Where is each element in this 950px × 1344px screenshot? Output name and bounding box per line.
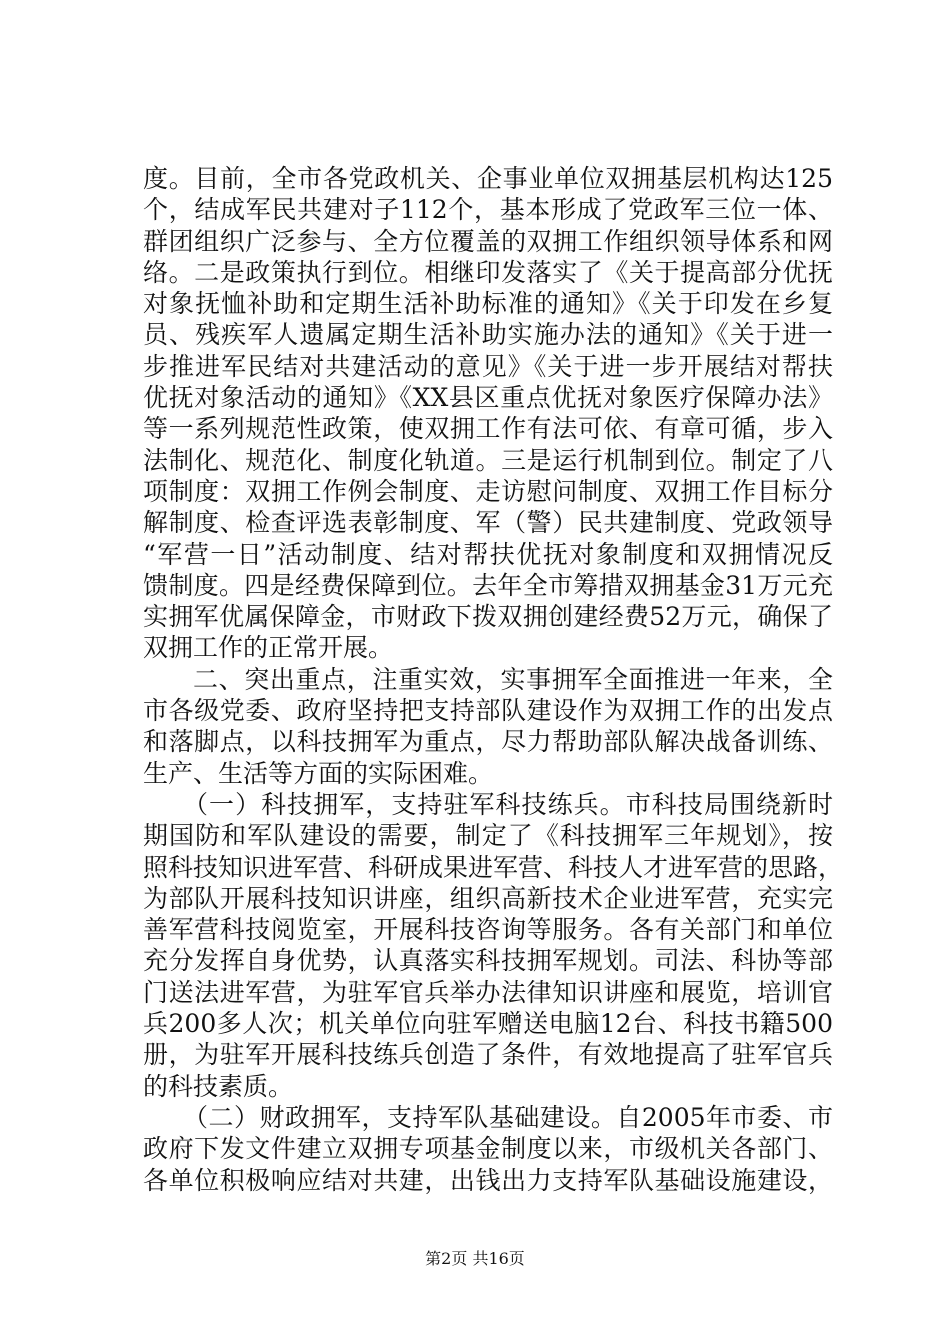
text-line: 解制度、检查评选表彰制度、军（警）民共建制度、党政领导 xyxy=(143,508,833,538)
paragraph-first-line: （一）科技拥军，支持驻军科技练兵。市科技局围绕新时 xyxy=(183,789,833,819)
text-line: 政府下发文件建立双拥专项基金制度以来，市级机关各部门、 xyxy=(143,1134,833,1164)
text-line: 和落脚点，以科技拥军为重点，尽力帮助部队解决战备训练、 xyxy=(143,727,833,757)
text-line: 充分发挥自身优势，认真落实科技拥军规划。司法、科协等部 xyxy=(143,946,833,976)
text-line: 生产、生活等方面的实际困难。 xyxy=(143,758,494,788)
text-line: 期国防和军队建设的需要，制定了《科技拥军三年规划》，按 xyxy=(143,821,833,851)
text-line: 法制化、规范化、制度化轨道。三是运行机制到位。制定了八 xyxy=(143,445,833,475)
text-line: “军营一日”活动制度、结对帮扶优抚对象制度和双拥情况反 xyxy=(143,539,833,569)
text-line: 善军营科技阅览室，开展科技咨询等服务。各有关部门和单位 xyxy=(143,915,833,945)
text-line: 个，结成军民共建对子112个，基本形成了党政军三位一体、 xyxy=(143,195,833,225)
text-line: 度。目前，全市各党政机关、企事业单位双拥基层机构达125 xyxy=(143,164,833,193)
page-number-footer: 第2页 共16页 xyxy=(425,1249,525,1268)
text-line: 馈制度。四是经费保障到位。去年全市筹措双拥基金31万元充 xyxy=(143,570,833,600)
text-line: 市各级党委、政府坚持把支持部队建设作为双拥工作的出发点 xyxy=(143,696,833,726)
text-line: 门送法进军营，为驻军官兵举办法律知识讲座和展览，培训官 xyxy=(143,977,833,1007)
text-line: 册，为驻军开展科技练兵创造了条件，有效地提高了驻军官兵 xyxy=(143,1040,833,1070)
text-line: 络。二是政策执行到位。相继印发落实了《关于提高部分优抚 xyxy=(143,257,833,287)
text-line: 项制度：双拥工作例会制度、走访慰问制度、双拥工作目标分 xyxy=(143,476,833,506)
text-line: 优抚对象活动的通知》《XX县区重点优抚对象医疗保障办法》 xyxy=(143,383,833,413)
text-line: 的科技素质。 xyxy=(143,1071,294,1101)
text-line: 照科技知识进军营、科研成果进军营、科技人才进军营的思路， xyxy=(143,852,844,882)
text-line: 步推进军民结对共建活动的意见》《关于进一步开展结对帮扶 xyxy=(143,351,833,381)
text-line: 兵200多人次；机关单位向驻军赠送电脑12台、科技书籍500 xyxy=(143,1009,833,1039)
text-line: 员、残疾军人遗属定期生活补助实施办法的通知》《关于进一 xyxy=(143,320,833,350)
text-line: 对象抚恤补助和定期生活补助标准的通知》《关于印发在乡复 xyxy=(143,289,833,319)
text-line: 群团组织广泛参与、全方位覆盖的双拥工作组织领导体系和网 xyxy=(143,226,833,256)
paragraph-first-line: 二、突出重点，注重实效，实事拥军全面推进一年来，全 xyxy=(193,664,833,694)
text-line: 双拥工作的正常开展。 xyxy=(143,633,394,663)
text-line: 实拥军优属保障金，市财政下拨双拥创建经费52万元，确保了 xyxy=(143,602,833,632)
text-line: 等一系列规范性政策，使双拥工作有法可依、有章可循，步入 xyxy=(143,414,833,444)
text-line: 各单位积极响应结对共建，出钱出力支持军队基础设施建设， xyxy=(143,1165,833,1195)
text-line: 为部队开展科技知识讲座，组织高新技术企业进军营，充实完 xyxy=(143,883,833,913)
paragraph-first-line: （二）财政拥军，支持军队基础建设。自2005年市委、市 xyxy=(183,1102,833,1132)
document-body xyxy=(143,163,844,1196)
